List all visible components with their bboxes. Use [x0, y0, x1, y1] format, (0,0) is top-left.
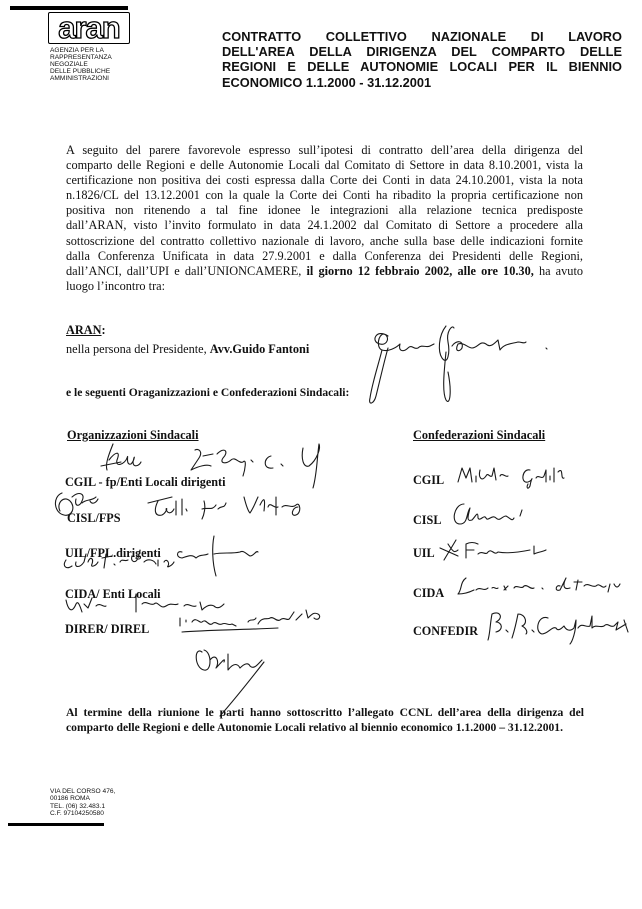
intro-line: comparto delle Regioni e delle Autonomie Locali dal Comitato di Settore in data 8.10.2001, vista la	[66, 158, 583, 173]
aran-logo	[48, 12, 130, 44]
closing-statement	[66, 705, 584, 735]
agency-line: RAPPRESENTANZA	[50, 54, 112, 61]
agency-line: AMMINISTRAZIONI	[50, 75, 109, 82]
aran-representative	[66, 342, 309, 357]
signature-fantoni	[368, 322, 568, 412]
agency-line: AGENZIA PER LA	[50, 47, 104, 54]
address-line: C.F. 97104250580	[50, 810, 104, 818]
signature-conf-confedir	[486, 610, 636, 646]
representative-role: nella persona del Presidente,	[66, 342, 210, 356]
intro-line: positiva non ritenendo a tal fine idonee le integrazioni alla relazione tecnica predisposte	[66, 203, 583, 218]
signature-conf-cisl	[448, 500, 548, 532]
intro-line: A seguito del parere favorevole espresso sull’ipotesi di contratto dell’area della dirigenza del	[66, 143, 583, 157]
signature-conf-uil	[438, 536, 558, 566]
document-title	[222, 29, 622, 90]
logo-box	[48, 12, 130, 44]
agency-line: NEGOZIALE	[50, 61, 88, 68]
signature-uil-fpl	[62, 532, 282, 592]
aran-colon: :	[101, 323, 106, 337]
agency-line: DELLE PUBBLICHE	[50, 68, 111, 75]
intro-line: dall’ARAN, visto l’invito formulato in data 24.1.2002 dal Comitato di Settore a procedere alla	[66, 218, 583, 233]
org-cida-label: CIDA/ Enti Locali	[65, 587, 161, 601]
agency-name	[50, 47, 112, 82]
intro-paragraph	[66, 143, 583, 294]
footer-address	[50, 788, 115, 818]
signature-conf-cgil	[456, 462, 566, 492]
intro-line: luogo l’incontro tra:	[66, 278, 166, 293]
signature-cisl-fps	[52, 487, 312, 527]
intro-line: certificazione non positiva dei costi espressa dalla Corte dei Conti in data 24.10.2001, vista la nota	[66, 173, 583, 188]
title-line: CONTRATTO COLLETTIVO NAZIONALE DI LAVORO	[222, 29, 622, 44]
closing-line: comparto delle Regioni e delle Autonomie Locali relativo al biennio economico 1.1.2000 – 31.12.2001.	[66, 721, 563, 734]
org-direr-label: DIRER/ DIREL	[65, 622, 150, 636]
intro-line: n.1826/CL del 13.12.2001 con la quale la Corte dei Conti ha ribadito la propria certificazione non	[66, 188, 583, 203]
meeting-date: il giorno 12 febbraio 2002, alle ore 10.30,	[306, 263, 534, 278]
conf-confedir-label: CONFEDIR	[413, 624, 479, 638]
org-uil-label: UIL/FPL.dirigenti	[65, 546, 161, 560]
representative-name: Avv.Guido Fantoni	[209, 342, 310, 356]
org-cgil-label: CGIL - fp/Enti Locali dirigenti	[65, 475, 226, 489]
aran-party	[66, 323, 106, 338]
title-line: DELL'AREA DELLA DIRIGENZA DEL COMPARTO DELLE	[222, 44, 622, 60]
title-line: REGIONI E DELLE AUTONOMIE LOCALI PER IL BIENNIO	[222, 59, 622, 75]
address-line: VIA DEL CORSO 476,	[50, 788, 116, 795]
conf-cida-label: CIDA	[413, 586, 445, 600]
address-line: TEL. (06) 32.483.1	[50, 802, 105, 810]
title-line: ECONOMICO 1.1.2000 - 31.12.2001	[222, 74, 432, 90]
signature-conf-cida	[456, 572, 626, 602]
closing-line: Al termine della riunione le parti hanno sottoscritto l’allegato CCNL dell’area della dirigenza del	[66, 706, 584, 719]
footer-rule	[8, 823, 104, 826]
conf-uil-label: UIL	[413, 546, 435, 560]
org-cisl-label: CISL/FPS	[67, 511, 121, 525]
intro-line: dalla Conferenza Unificata in data 27.9.2001 e dalla Conferenza dei Presidenti delle Regioni,	[66, 248, 583, 263]
intro-line-date	[66, 264, 583, 279]
unions-intro: e le seguenti Oraganizzazioni e Confederazioni Sindacali:	[66, 386, 350, 399]
intro-text: dall’ANCI, dall’UPI e dall’UNIONCAMERE,	[66, 263, 307, 278]
intro-line: sottoscrizione del contratto collettivo nazionale di lavoro, anche sulla base delle indicazioni fornite	[66, 233, 583, 248]
address-line: 00186 ROMA	[50, 795, 90, 803]
organizzazioni-heading: Organizzazioni Sindacali	[67, 428, 199, 442]
confederazioni-heading: Confederazioni Sindacali	[413, 428, 546, 442]
intro-text: ha avuto	[533, 263, 584, 278]
conf-cisl-label: CISL	[413, 513, 442, 527]
conf-cgil-label: CGIL	[413, 473, 445, 487]
aran-label: ARAN	[66, 323, 102, 337]
logo-text: aran	[58, 10, 120, 45]
signature-cgil-fp	[95, 440, 345, 490]
